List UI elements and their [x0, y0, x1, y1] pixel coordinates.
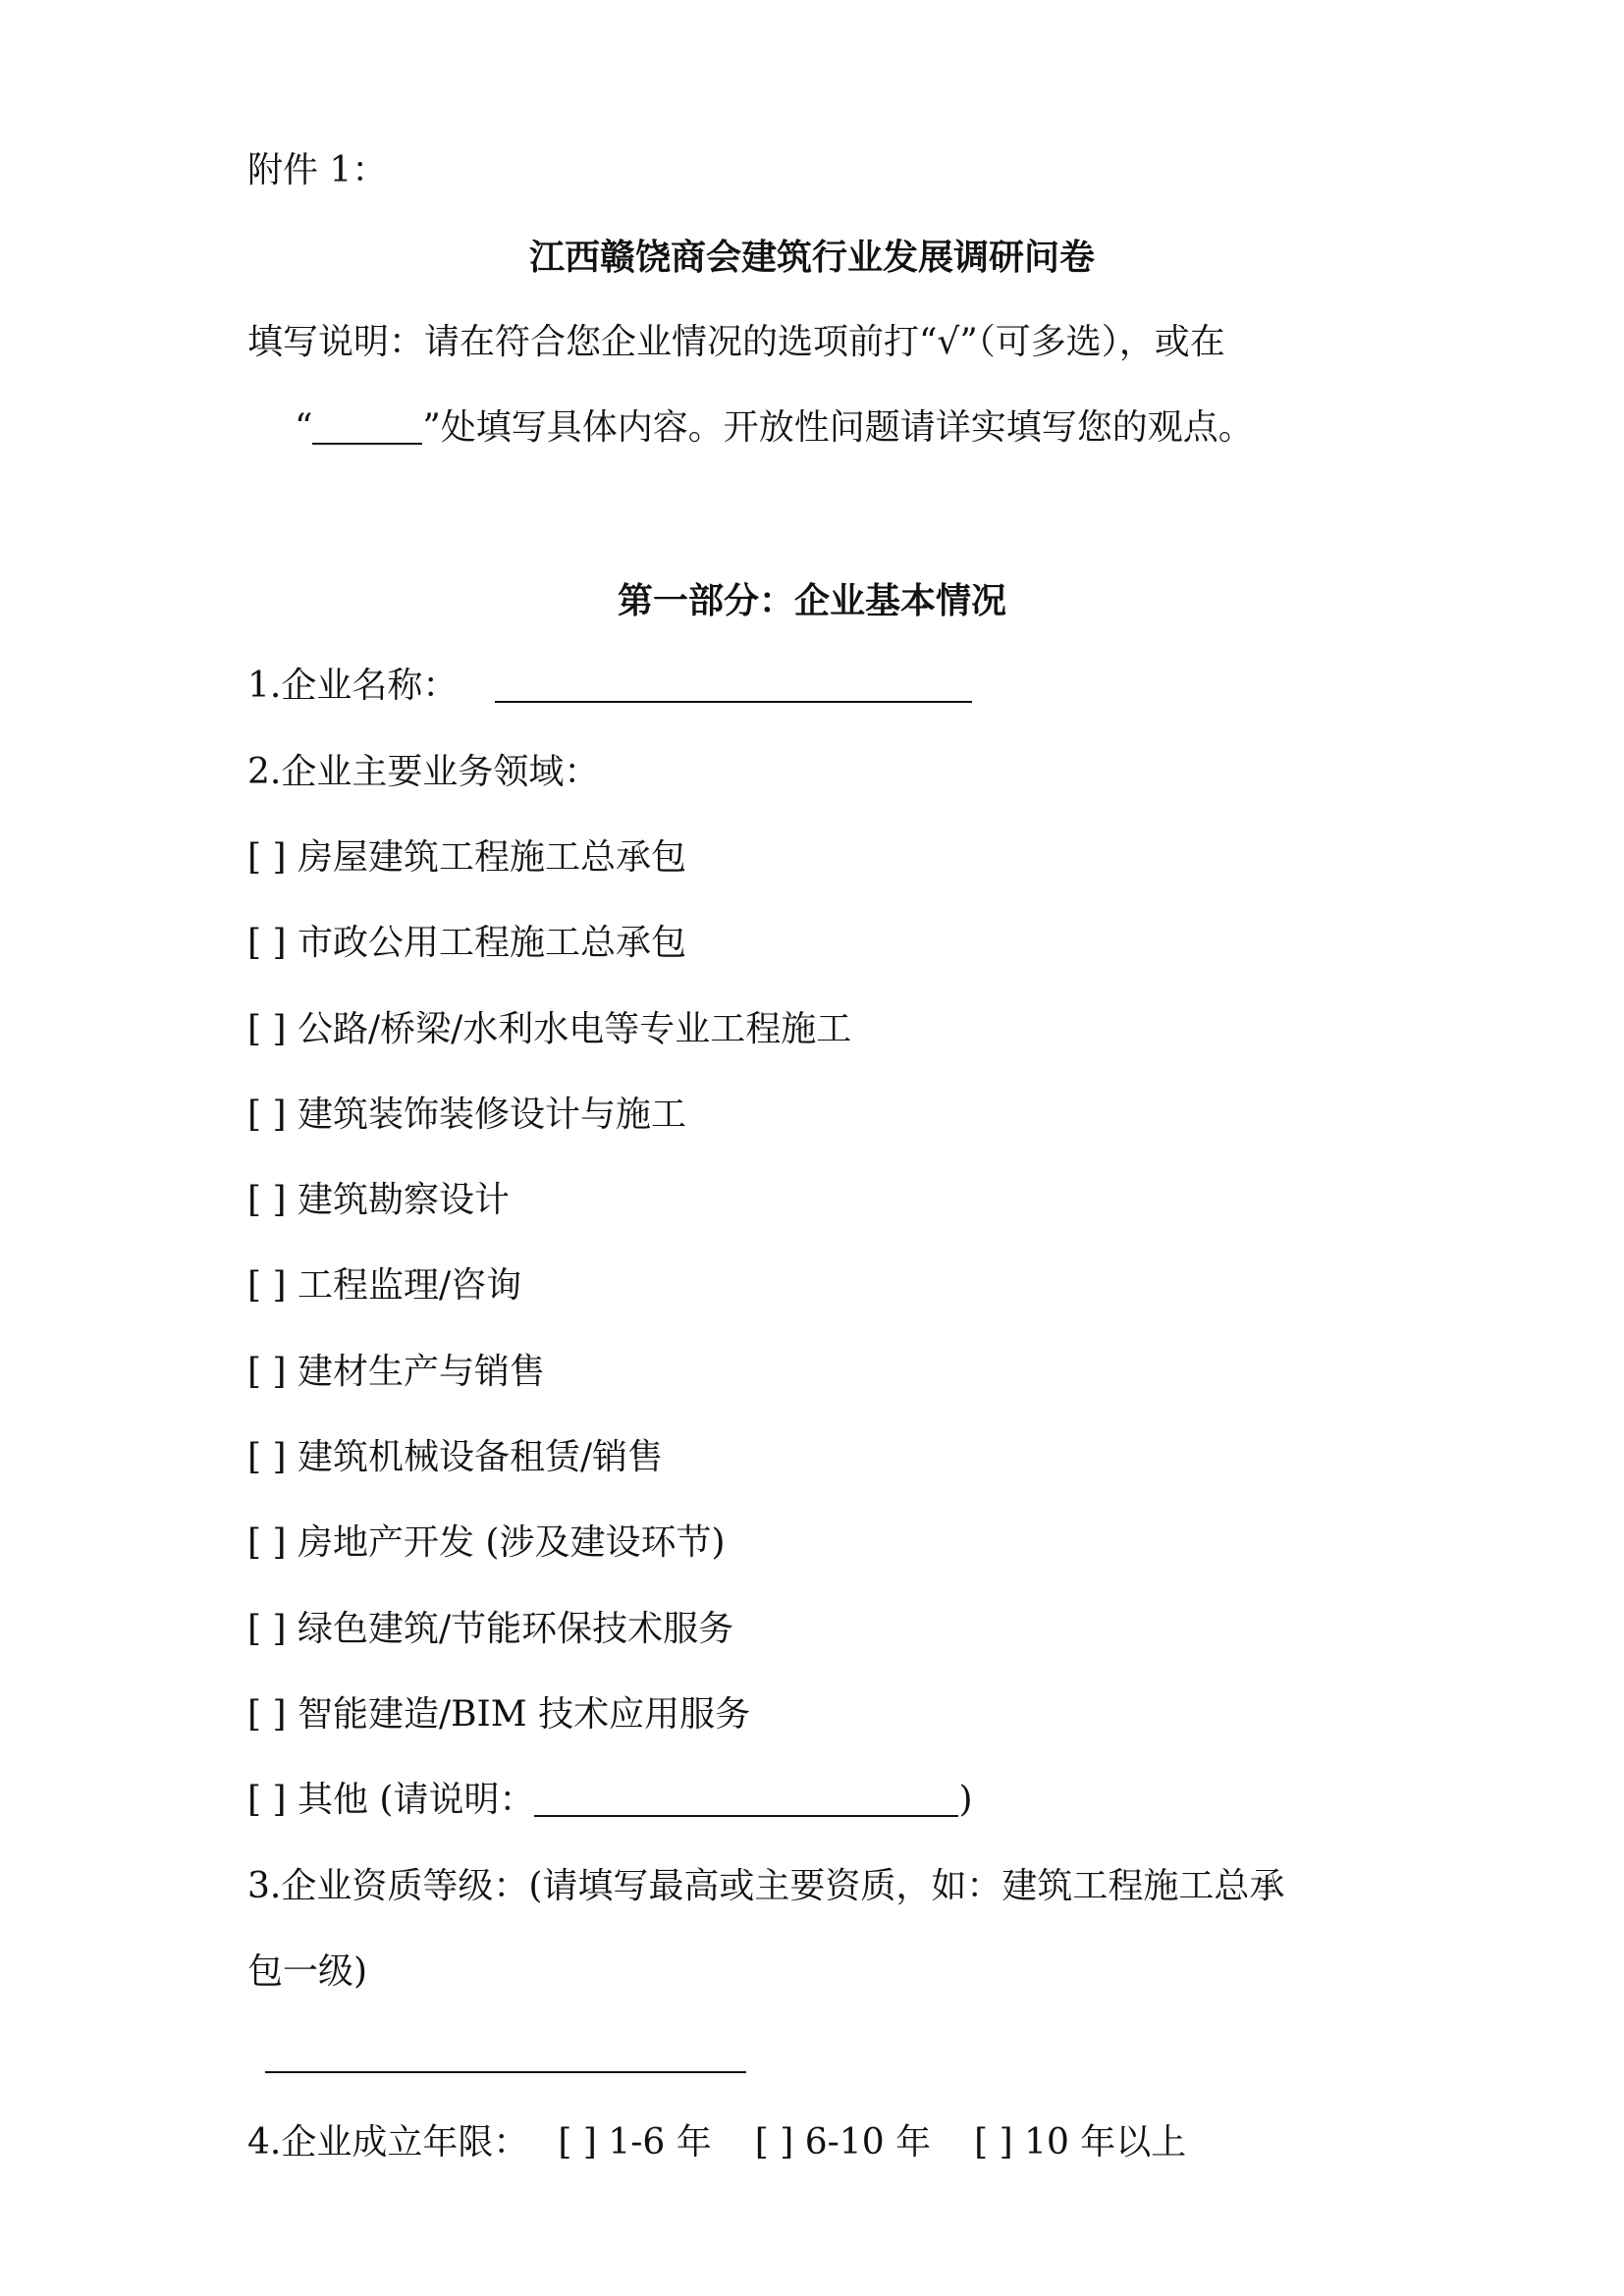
instructions-blank: [312, 407, 422, 445]
section-1-heading: 第一部分：企业基本情况: [617, 580, 1006, 621]
other-option-field[interactable]: [534, 1780, 958, 1817]
business-option-10[interactable]: [ ] 绿色建筑/节能环保技术服务: [247, 1609, 734, 1649]
years-option-2[interactable]: [ ] 6-10 年: [754, 2122, 932, 2163]
years-option-3[interactable]: [ ] 10 年以上: [974, 2122, 1187, 2163]
business-option-8[interactable]: [ ] 建筑机械设备租赁/销售: [247, 1437, 664, 1477]
instructions-line-2: [295, 406, 1254, 450]
other-option-close: ): [958, 1780, 973, 1820]
question-3-label-line-2: 包一级): [247, 1951, 368, 1992]
business-option-1[interactable]: [ ] 房屋建筑工程施工总承包: [247, 837, 686, 878]
business-option-3[interactable]: [ ] 公路/桥梁/水利水电等专业工程施工: [247, 1009, 852, 1049]
qualification-field[interactable]: [265, 2071, 746, 2073]
question-1: [247, 665, 972, 708]
question-3-label-line-1: 3.企业资质等级：(请填写最高或主要资质，如：建筑工程施工总承: [247, 1866, 1285, 1906]
question-1-label: 1.企业名称：: [247, 666, 459, 706]
other-option-label: [ ] 其他 (请说明：: [247, 1780, 535, 1820]
business-option-11[interactable]: [ ] 智能建造/BIM 技术应用服务: [247, 1694, 751, 1735]
question-4: [247, 2121, 1186, 2164]
business-option-5[interactable]: [ ] 建筑勘察设计: [247, 1180, 510, 1220]
business-option-6[interactable]: [ ] 工程监理/咨询: [247, 1265, 522, 1306]
attachment-label: 附件 1：: [247, 150, 388, 190]
business-option-2[interactable]: [ ] 市政公用工程施工总承包: [247, 923, 686, 963]
document-title: 江西赣饶商会建筑行业发展调研问卷: [528, 237, 1095, 278]
business-option-other[interactable]: [247, 1779, 973, 1822]
question-2-label: 2.企业主要业务领域：: [247, 752, 600, 792]
question-4-label: 4.企业成立年限：: [247, 2122, 529, 2163]
business-option-7[interactable]: [ ] 建材生产与销售: [247, 1352, 545, 1392]
business-option-9[interactable]: [ ] 房地产开发 (涉及建设环节): [247, 1522, 726, 1563]
instructions-line-2-text: ”处填写具体内容。开放性问题请详实填写您的观点。: [422, 407, 1254, 448]
company-name-field[interactable]: [495, 666, 972, 703]
instructions-line-1: 填写说明：请在符合您企业情况的选项前打“√”（可多选），或在: [247, 322, 1225, 362]
years-option-1[interactable]: [ ] 1-6 年: [558, 2122, 712, 2163]
instructions-open-quote: “: [295, 407, 313, 448]
business-option-4[interactable]: [ ] 建筑装饰装修设计与施工: [247, 1095, 686, 1135]
